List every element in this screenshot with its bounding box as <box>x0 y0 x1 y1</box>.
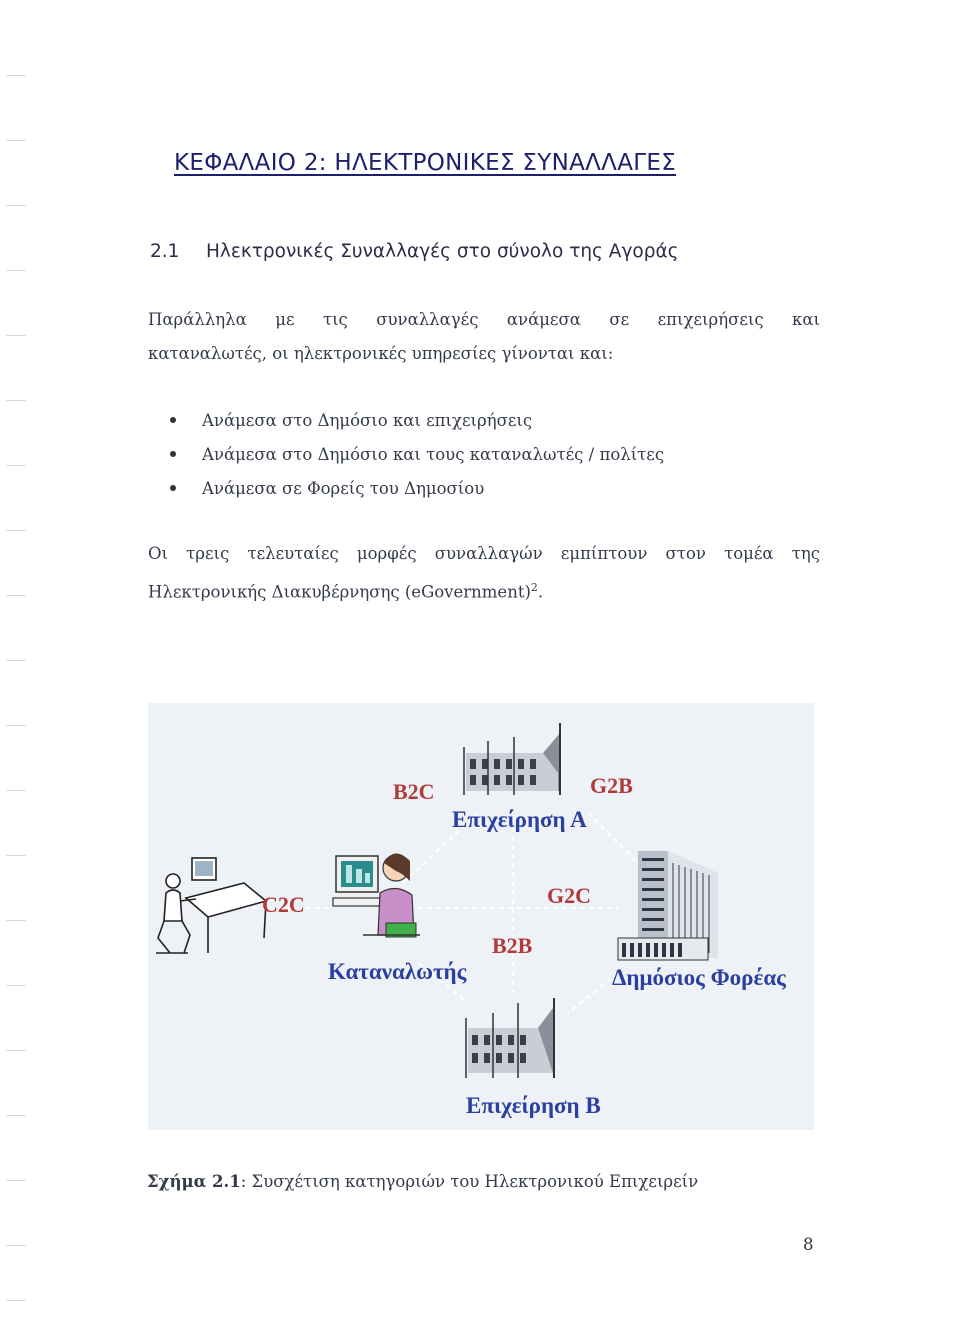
closing-line-2: Ηλεκτρονικής Διακυβέρνησης (eGovernment)$^2$. <box>148 581 544 602</box>
entity-consumer-label: Καταναλωτής <box>328 959 467 984</box>
section-number: 2.1 <box>150 241 180 262</box>
relation-g2c-label: G2C <box>547 883 591 908</box>
list-item: Ανάμεσα στο Δημόσιο και επιχειρήσεις <box>170 404 664 438</box>
entity-business-a-label: Επιχείρηση Α <box>452 807 587 832</box>
relation-b2b-label: B2B <box>492 933 533 958</box>
figure-caption-text: : Συσχέτιση κατηγοριών του Ηλεκτρονικού Επιχειρείν <box>240 1172 699 1191</box>
entity-business-b-label: Επιχείρηση Β <box>466 1093 601 1118</box>
intro-line-2: καταναλωτές, οι ηλεκτρονικές υπηρεσίες γίνονται και: <box>148 344 614 363</box>
intro-paragraph <box>148 303 820 371</box>
chapter-title: ΚΕΦΑΛΑΙΟ 2: ΗΛΕΚΤΡΟΝΙΚΕΣ ΣΥΝΑΛΛΑΓΕΣ <box>174 150 677 176</box>
line-public-business-b <box>568 973 618 1013</box>
intro-line-1: Παράλληλα με τις συναλλαγές ανάμεσα σε επιχειρήσεις και <box>148 310 820 329</box>
relation-g2b-label: G2B <box>590 773 633 798</box>
ecommerce-diagram <box>148 703 814 1130</box>
list-item: Ανάμεσα στο Δημόσιο και τους καταναλωτές / πολίτες <box>170 438 664 472</box>
consumer-at-computer-icon <box>333 853 420 937</box>
public-body-building-icon <box>618 851 718 960</box>
person-at-desk-icon <box>156 858 266 953</box>
entity-public-body-label: Δημόσιος Φορέας <box>612 965 786 990</box>
business-a-building-icon <box>464 723 560 795</box>
figure-label: Σχήμα 2.1 <box>147 1172 241 1191</box>
page-number: 8 <box>803 1235 814 1254</box>
bullet-icon <box>170 451 176 457</box>
business-b-building-icon <box>466 998 554 1078</box>
diagram-graphics <box>148 703 814 1130</box>
relation-b2c-label: B2C <box>393 779 435 804</box>
relation-c2c-label: C2C <box>262 892 305 917</box>
list-item: Ανάμεσα σε Φορείς του Δημοσίου <box>170 472 664 506</box>
closing-paragraph <box>148 537 820 610</box>
section-heading <box>150 241 679 262</box>
bullet-icon <box>170 417 176 423</box>
closing-line-1: Οι τρεις τελευταίες μορφές συναλλαγών εμπίπτουν στον τομέα της <box>148 544 820 563</box>
footnote-reference: 2 <box>530 581 538 594</box>
bullet-list <box>170 404 664 506</box>
bullet-icon <box>170 485 176 491</box>
figure-caption <box>147 1172 698 1191</box>
section-title: Ηλεκτρονικές Συναλλαγές στο σύνολο της Αγοράς <box>206 241 679 262</box>
